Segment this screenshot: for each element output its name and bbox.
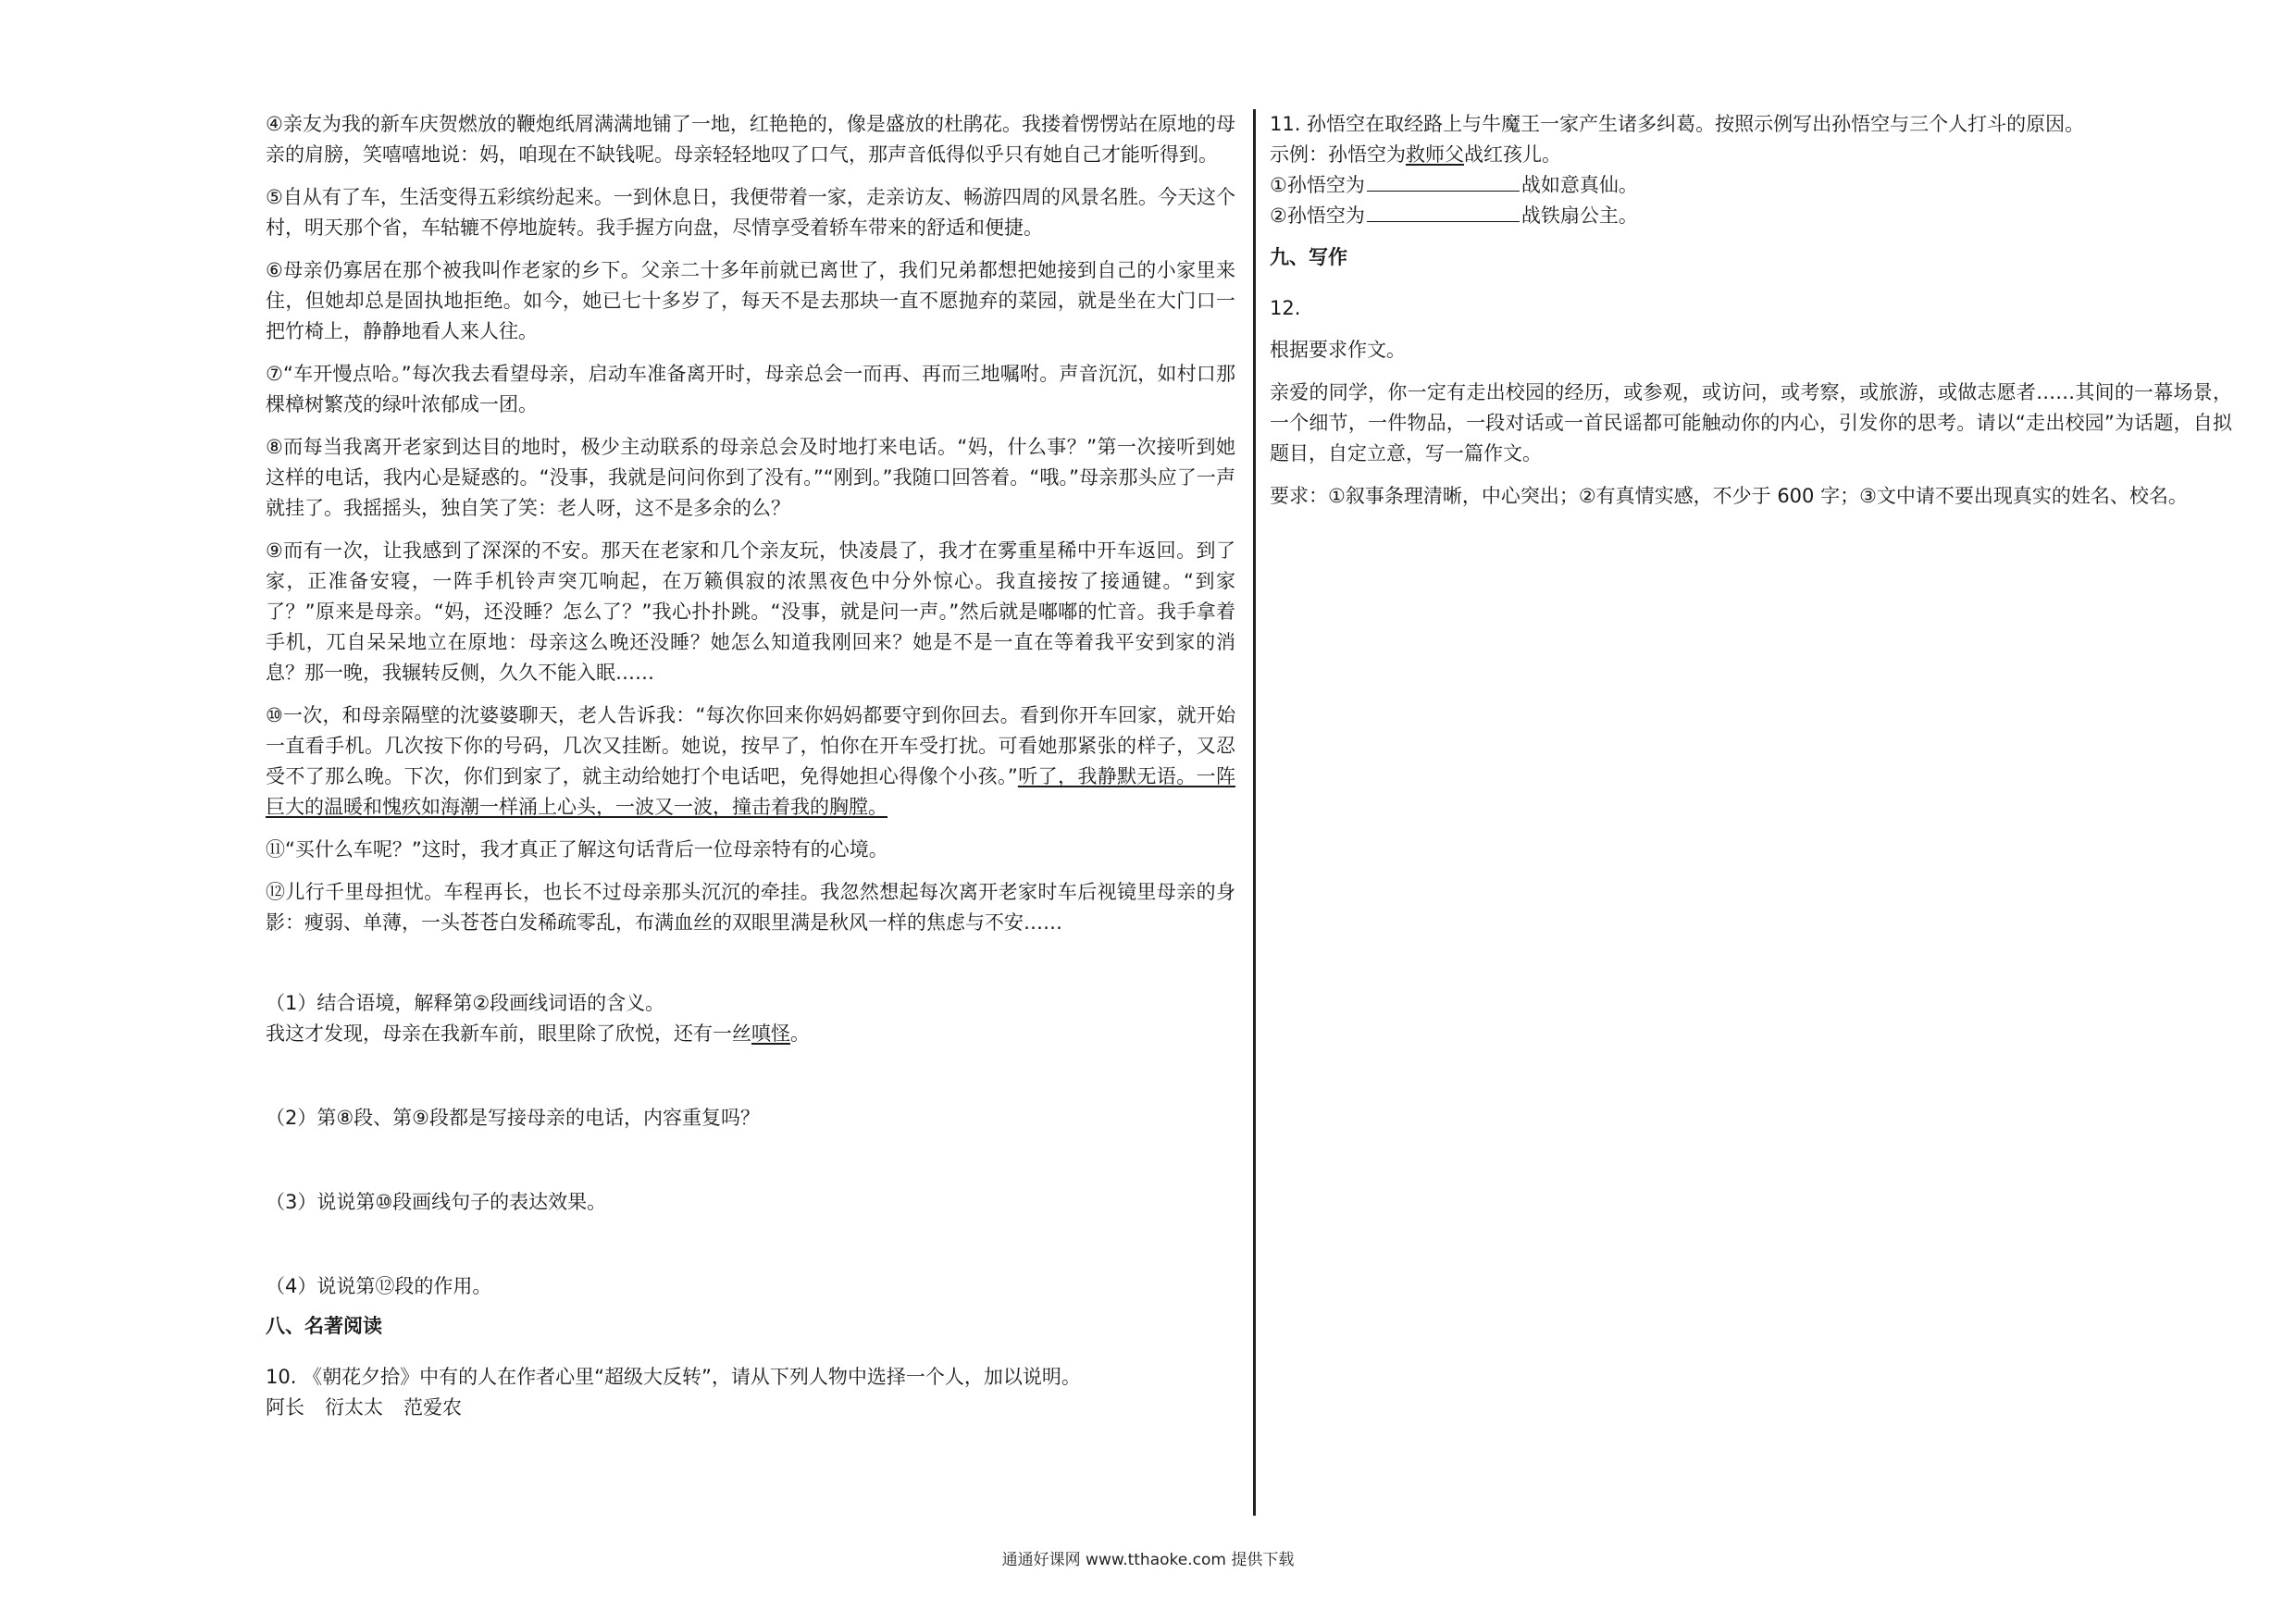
page-footer: 通通好课网 www.tthaoke.com 提供下载 (1001, 1551, 1295, 1569)
column-divider (1253, 109, 1256, 1516)
q1-sentence-pre: 我这才发现，母亲在我新车前，眼里除了欣悦，还有一丝 (266, 1022, 751, 1045)
example-post: 战红孩儿。 (1464, 143, 1561, 166)
item-1-post: 战如意真仙。 (1520, 174, 1638, 196)
question-12-number: 12. (1270, 297, 1301, 319)
paragraph-8: ⑧而每当我离开老家到达目的地时，极少主动联系的母亲总会及时地打来电话。“妈，什么事？”第一次接听到她这样的电话，我内心是疑惑的。“没事，我就是问问你到了没有。”“刚到。”我随口回答着。“哦。”母亲那头应了一声就挂了。我摇摇头，独自笑了笑：老人呀，这不是多余的么？ (266, 436, 1235, 519)
right-column (1270, 109, 2232, 524)
item-2-post: 战铁扇公主。 (1520, 204, 1638, 227)
left-column (266, 109, 1235, 1423)
question-1: （1）结合语境，解释第②段画线词语的含义。 (266, 992, 665, 1014)
section-8-heading: 八、名著阅读 (266, 1315, 382, 1337)
example-pre: 示例：孙悟空为 (1270, 143, 1406, 166)
person-1: 阿长 (266, 1396, 304, 1419)
paragraph-10 (266, 700, 1235, 823)
person-2: 衍太太 (325, 1396, 383, 1419)
person-3: 范爱农 (403, 1396, 462, 1419)
question-10: 10. 《朝花夕拾》中有的人在作者心里“超级大反转”，请从下列人物中选择一个人，加以说明。 (266, 1366, 1081, 1388)
answer-blank-1[interactable] (1367, 170, 1520, 192)
question-11-item-1 (1270, 170, 2232, 201)
paragraph-7: ⑦“车开慢点哈。”每次我去看望母亲，启动车准备离开时，母亲总会一而再、再而三地嘱咐。声音沉沉，如村口那棵樟树繁茂的绿叶浓郁成一团。 (266, 363, 1235, 415)
paragraph-6: ⑥母亲仍寡居在那个被我叫作老家的乡下。父亲二十多年前就已离世了，我们兄弟都想把她接到自己的小家里来住，但她却总是固执地拒绝。如今，她已七十多岁了，每天不是去那块一直不愿抛弃的菜园，就是坐在大门口一把竹椅上，静静地看人来人往。 (266, 259, 1235, 342)
question-12-prompt: 亲爱的同学，你一定有走出校园的经历，或参观，或访问，或考察，或旅游，或做志愿者……其间的一幕场景，一个细节，一件物品，一段对话或一首民谣都可能触动你的内心，引发你的思考。请以“走出校园”为话题，自拟题目，自定立意，写一篇作文。 (1270, 381, 2232, 465)
item-2-pre: ②孙悟空为 (1270, 204, 1365, 227)
question-3: （3）说说第⑩段画线句子的表达效果。 (266, 1191, 607, 1213)
q1-underlined-word: 嗔怪 (751, 1022, 790, 1045)
question-11-item-2 (1270, 201, 2232, 231)
question-11-example (1270, 140, 2232, 170)
question-12-title: 根据要求作文。 (1270, 339, 1406, 361)
example-underlined: 救师父 (1406, 143, 1464, 166)
item-1-pre: ①孙悟空为 (1270, 174, 1365, 196)
question-12-requirements: 要求：①叙事条理清晰，中心突出；②有真情实感，不少于 600 字；③文中请不要出现真实的姓名、校名。 (1270, 485, 2188, 507)
paragraph-10-underlined: 听了，我静默无语。一阵巨大的温暖和愧疚如海潮一样涌上心头，一波又一波，撞击着我的胸膛。 (266, 765, 1235, 818)
paragraph-9: ⑨而有一次，让我感到了深深的不安。那天在老家和几个亲友玩，快凌晨了，我才在雾重星稀中开车返回。到了家，正准备安寝，一阵手机铃声突兀响起，在万籁俱寂的浓黑夜色中分外惊心。我直接按了接通键。“到家了？”原来是母亲。“妈，还没睡？怎么了？”我心扑扑跳。“没事，就是问一声。”然后就是嘟嘟的忙音。我手拿着手机，兀自呆呆地立在原地：母亲这么晚还没睡？她怎么知道我刚回来？她是不是一直在等着我平安到家的消息？那一晚，我辗转反侧，久久不能入眠…… (266, 539, 1235, 684)
q1-sentence-post: 。 (790, 1022, 810, 1045)
question-11: 11. 孙悟空在取经路上与牛魔王一家产生诸多纠葛。按照示例写出孙悟空与三个人打斗的原因。 (1270, 113, 2085, 135)
paragraph-12: ⑫儿行千里母担忧。车程再长，也长不过母亲那头沉沉的牵挂。我忽然想起每次离开老家时车后视镜里母亲的身影：瘦弱、单薄，一头苍苍白发稀疏零乱，布满血丝的双眼里满是秋风一样的焦虑与不安…… (266, 881, 1235, 934)
section-9-heading: 九、写作 (1270, 246, 1347, 268)
answer-blank-2[interactable] (1367, 201, 1520, 222)
question-10-people (266, 1393, 1235, 1423)
paragraph-4: ④亲友为我的新车庆贺燃放的鞭炮纸屑满满地铺了一地，红艳艳的，像是盛放的杜鹃花。我搂着愣愣站在原地的母亲的肩膀，笑嘻嘻地说：妈，咱现在不缺钱呢。母亲轻轻地叹了口气，那声音低得似乎只有她自己才能听得到。 (266, 113, 1235, 166)
paragraph-10-text: ⑩一次，和母亲隔壁的沈婆婆聊天，老人告诉我：“每次你回来你妈妈都要守到你回去。看到你开车回家，就开始一直看手机。几次按下你的号码，几次又挂断。她说，按早了，怕你在开车受打扰。可看她那紧张的样子，又忍受不了那么晚。下次，你们到家了，就主动给她打个电话吧，免得她担心得像个小孩。” (266, 704, 1235, 787)
paragraph-5: ⑤自从有了车，生活变得五彩缤纷起来。一到休息日，我便带着一家，走亲访友、畅游四周的风景名胜。今天这个村，明天那个省，车轱辘不停地旋转。我手握方向盘，尽情享受着轿车带来的舒适和便捷。 (266, 186, 1235, 239)
paragraph-11: ⑪“买什么车呢？”这时，我才真正了解这句话背后一位母亲特有的心境。 (266, 838, 888, 861)
question-1-sentence (266, 1019, 1235, 1049)
question-2: （2）第⑧段、第⑨段都是写接母亲的电话，内容重复吗？ (266, 1107, 761, 1129)
question-4: （4）说说第⑫段的作用。 (266, 1275, 492, 1297)
